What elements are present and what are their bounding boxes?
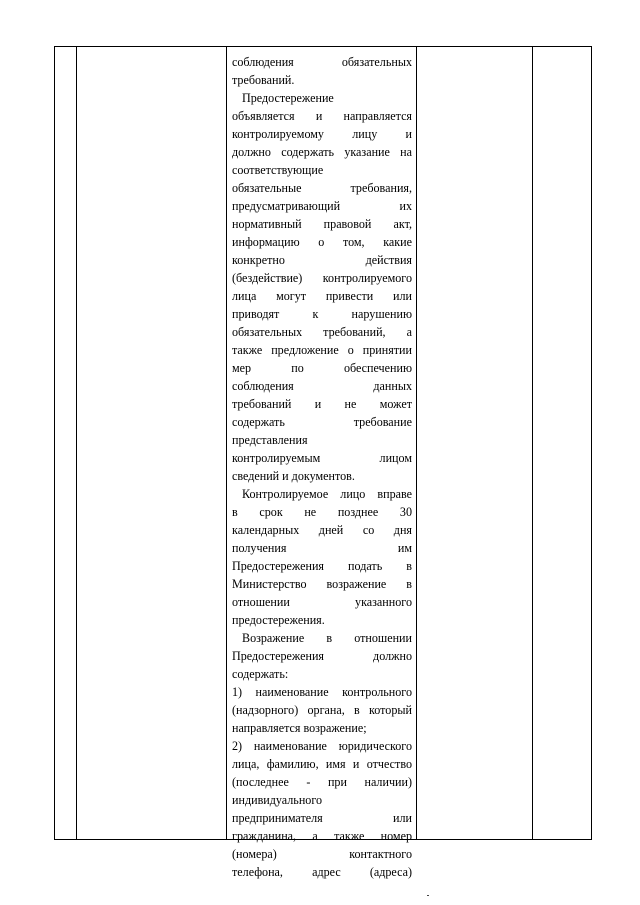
text-line: конкретно действия xyxy=(232,253,412,267)
text-line: гражданина, а также номер xyxy=(232,829,412,843)
text-line: должно содержать указание на xyxy=(232,145,412,159)
text-line: представления xyxy=(232,433,308,447)
column-divider xyxy=(76,47,77,839)
text-line: Министерство возражение в xyxy=(232,577,412,591)
text-line: Предостережение xyxy=(242,91,334,105)
text-line: соблюдения обязательных xyxy=(232,55,412,69)
text-line: соблюдения данных xyxy=(232,379,412,393)
text-line: обязательных требований, а xyxy=(232,325,412,339)
text-line: календарных дней со дня xyxy=(232,523,412,537)
text-line: 2) наименование юридического xyxy=(232,739,412,753)
text-line: Предостережения должно xyxy=(232,649,412,663)
text-line: 1) наименование контрольного xyxy=(232,685,412,699)
text-line: соответствующие xyxy=(232,163,324,177)
column-divider xyxy=(532,47,533,839)
text-line: содержать требование xyxy=(232,415,412,429)
text-line: также предложение о принятии xyxy=(232,343,412,357)
text-line: нормативный правовой акт, xyxy=(232,217,412,231)
text-line: объявляется и направляется xyxy=(232,109,412,123)
text-line: лица могут привести или xyxy=(232,289,412,303)
table-fragment xyxy=(54,46,592,879)
text-line: предостережения. xyxy=(232,613,325,627)
text-line: Предостережения подать в xyxy=(232,559,412,573)
text-line: обязательные требования, xyxy=(232,181,412,195)
text-line: получения им xyxy=(232,541,412,555)
text-line: отношении указанного xyxy=(232,595,412,609)
text-line: содержать: xyxy=(232,667,289,681)
scan-speck xyxy=(427,895,429,896)
column-divider xyxy=(416,47,417,839)
text-line: (бездействие) контролируемого xyxy=(232,271,412,285)
text-line: требований. xyxy=(232,73,295,87)
text-line: контролируемому лицу и xyxy=(232,127,412,141)
text-line: мер по обеспечению xyxy=(232,361,412,375)
text-line: в срок не позднее 30 xyxy=(232,505,412,519)
text-line: приводят к нарушению xyxy=(232,307,412,321)
text-line: предусматривающий их xyxy=(232,199,412,213)
text-line: телефона, адрес (адреса) xyxy=(232,865,412,879)
text-line: предпринимателя или xyxy=(232,811,412,825)
text-line: требований и не может xyxy=(232,397,412,411)
text-line: индивидуального xyxy=(232,793,323,807)
text-line: (последнее - при наличии) xyxy=(232,775,412,789)
cell-body-text xyxy=(232,53,412,881)
text-line: направляется возражение; xyxy=(232,721,367,735)
text-line: сведений и документов. xyxy=(232,469,355,483)
column-divider xyxy=(54,47,55,839)
text-line: Контролируемое лицо вправе xyxy=(242,487,412,501)
column-divider xyxy=(591,47,592,839)
text-line: контролируемым лицом xyxy=(232,451,412,465)
column-divider xyxy=(226,47,227,839)
text-line: лица, фамилию, имя и отчество xyxy=(232,757,412,771)
text-line: (номера) контактного xyxy=(232,847,412,861)
text-line: (надзорного) органа, в который xyxy=(232,703,412,717)
text-line: Возражение в отношении xyxy=(242,631,412,645)
text-line: информацию о том, какие xyxy=(232,235,412,249)
